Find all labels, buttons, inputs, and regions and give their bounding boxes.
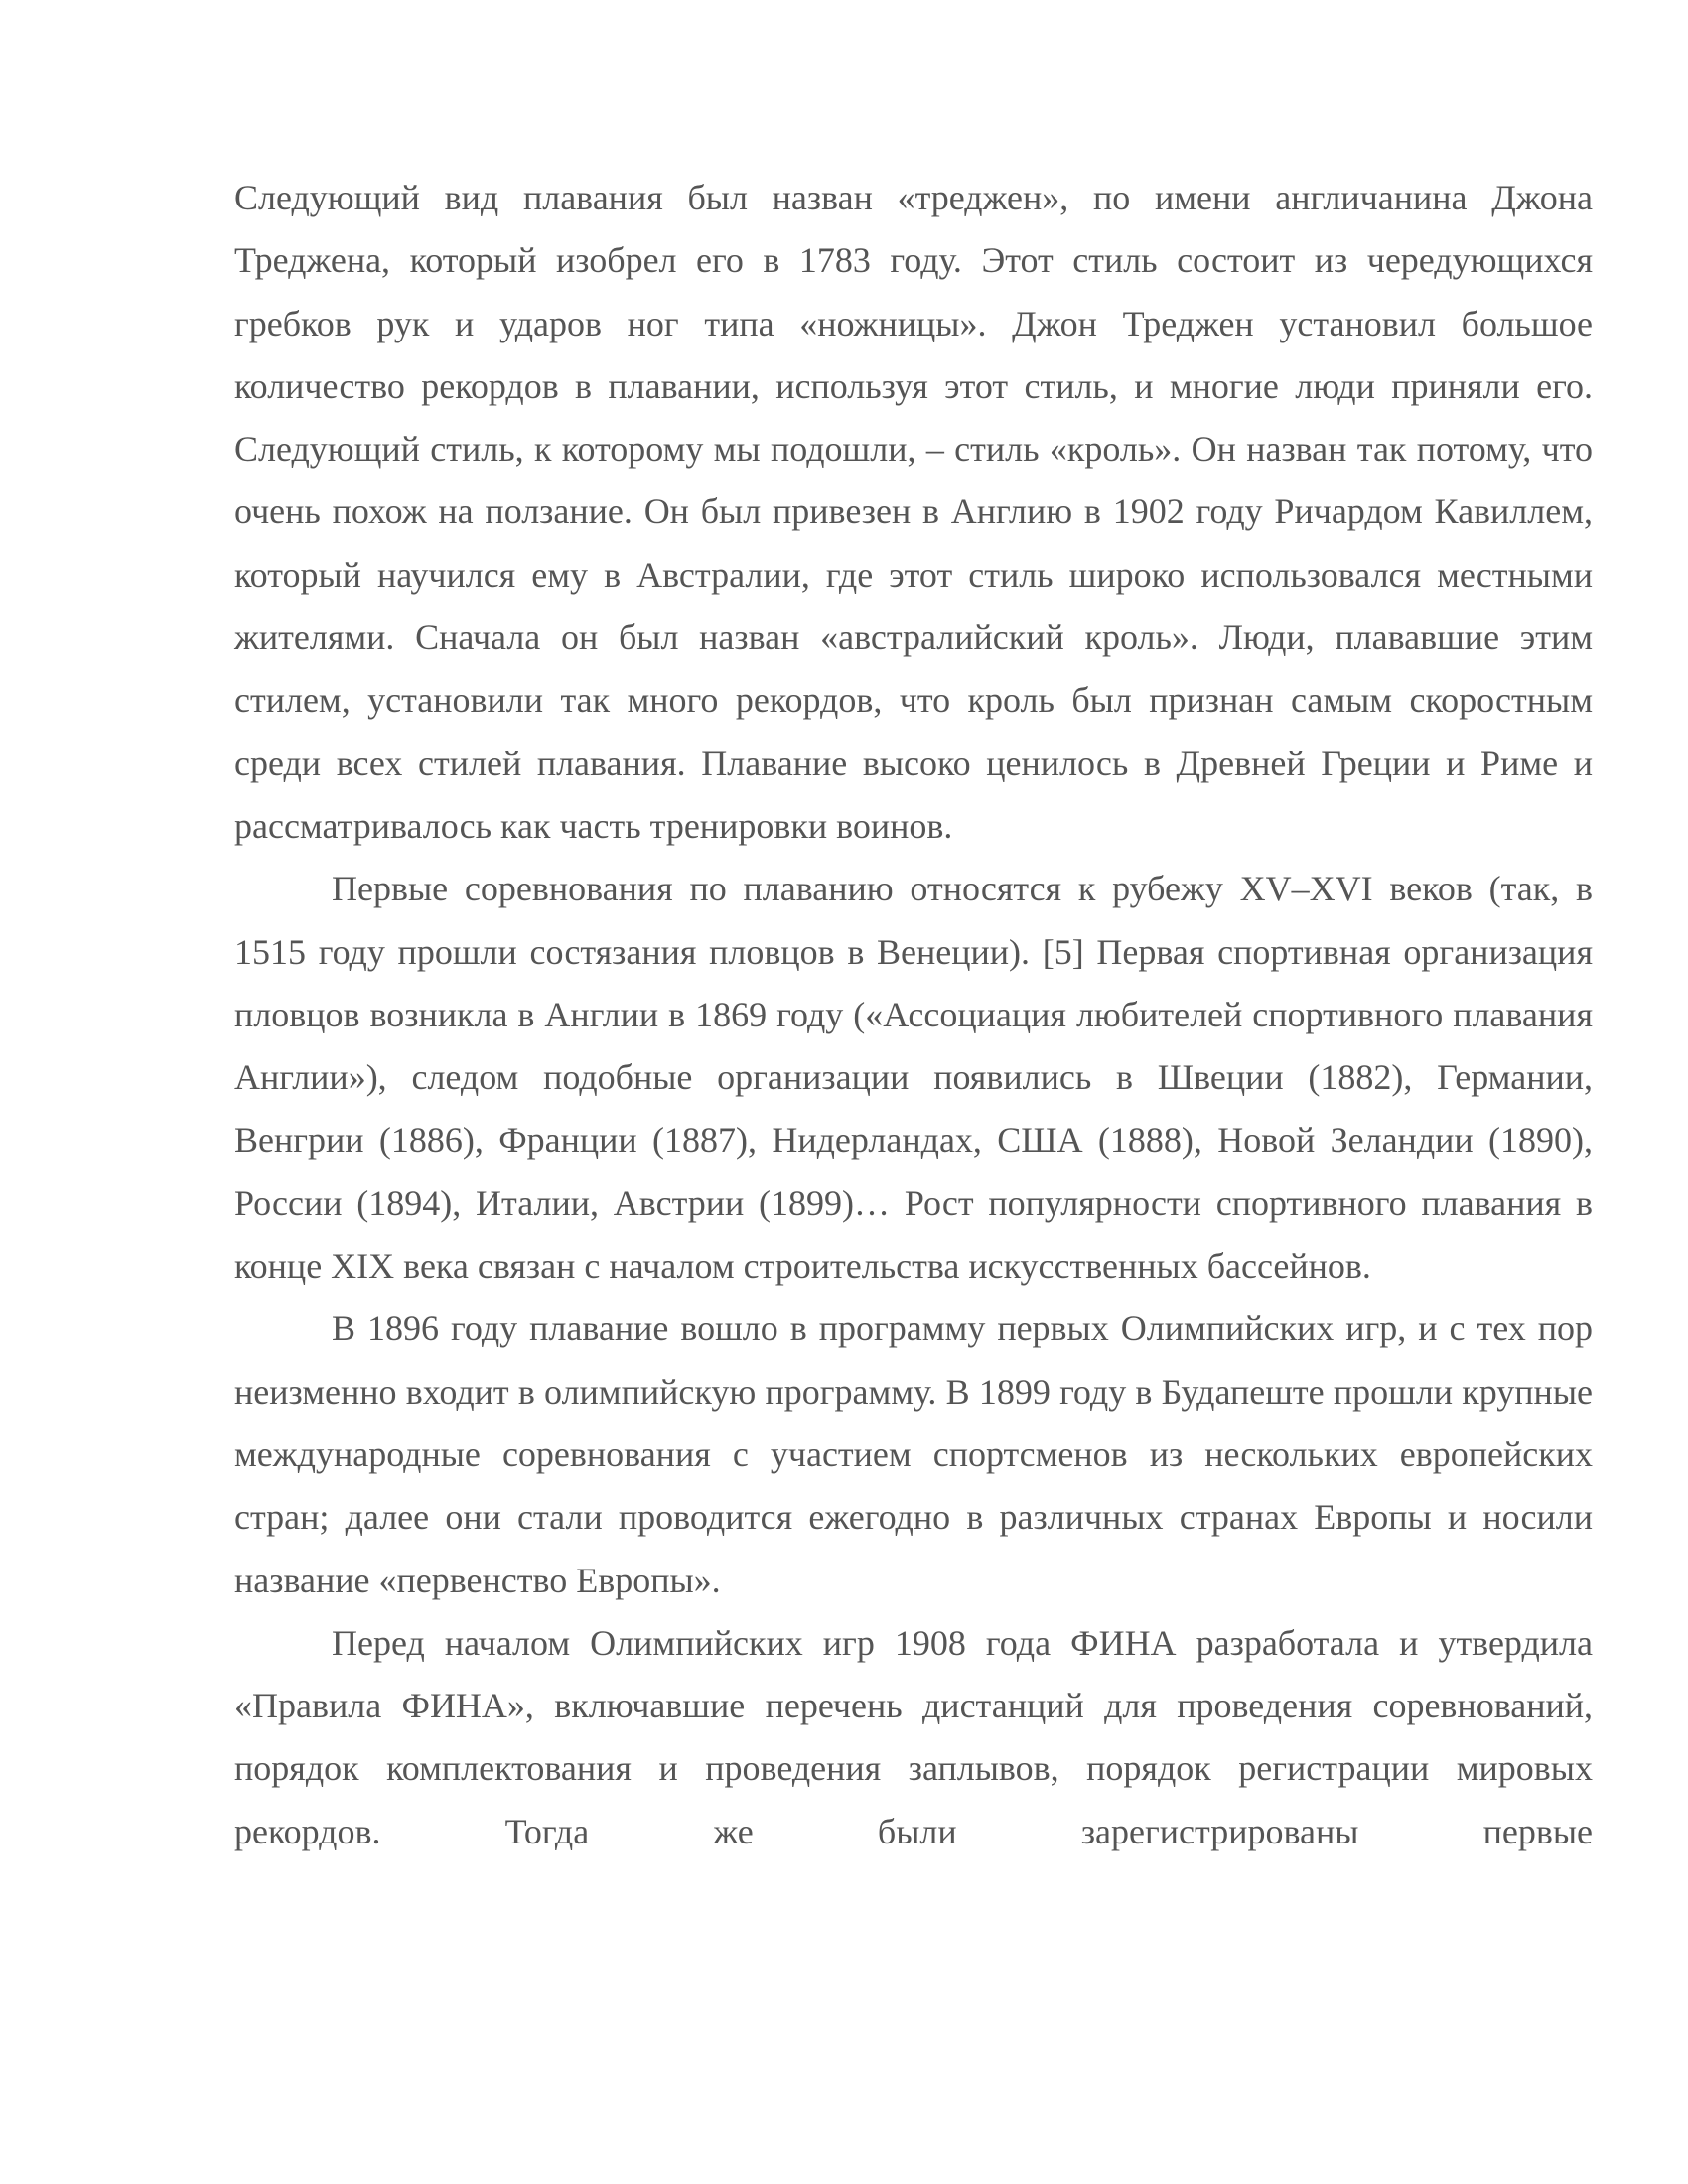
paragraph-2: Первые соревнования по плаванию относятся к рубежу XV–XVI веков (так, в 1515 году прошли состязания пловцов в Венеции). [5] Первая спортивная организация пловцов возникла в Англии в 1869 году («Ассоциация любителей спортивного плавания Англии»), следом подобные организации появились в Швеции (1882), Германии, Венгрии (1886), Франции (1887), Нидерландах, США (1888), Новой Зеландии (1890), России (1894), Италии, Австрии (1899)… Рост популярности спортивного плавания в конце XIX века связан с началом строительства искусственных бассейнов. [234,869,1593,1287]
document-page [234,167,1593,1863]
paragraph-1: Следующий вид плавания был назван «треджен», по имени англичанина Джона Треджена, который изобрел его в 1783 году. Этот стиль состоит из чередующихся гребков рук и ударов ног типа «ножницы». Джон Треджен установил большое количество рекордов в плавании, используя этот стиль, и многие люди приняли его. Следующий стиль, к которому мы подошли, – стиль «кроль». Он назван так потому, что очень похож на ползание. Он был привезен в Англию в 1902 году Ричардом Кавиллем, который научился ему в Австралии, где этот стиль широко использовался местными жителями. Сначала он был назван «австралийский кроль». Люди, плававшие этим стилем, установили так много рекордов, что кроль был признан самым скоростным среди всех стилей плавания. Плавание высоко ценилось в Древней Греции и Риме и рассматривалось как часть тренировки воинов. [234,178,1593,846]
paragraph-4: Перед началом Олимпийских игр 1908 года ФИНА разработала и утвердила «Правила ФИНА», включавшие перечень дистанций для проведения соревнований, порядок комплектования и проведения заплывов, порядок регистрации мировых рекордов. Тогда же были зарегистрированы первые [234,1622,1593,1851]
paragraph-3: В 1896 году плавание вошло в программу первых Олимпийских игр, и с тех пор неизменно входит в олимпийскую программу. В 1899 году в Будапеште прошли крупные международные соревнования с участием спортсменов из нескольких европейских стран; далее они стали проводится ежегодно в различных странах Европы и носили название «первенство Европы». [234,1308,1593,1600]
